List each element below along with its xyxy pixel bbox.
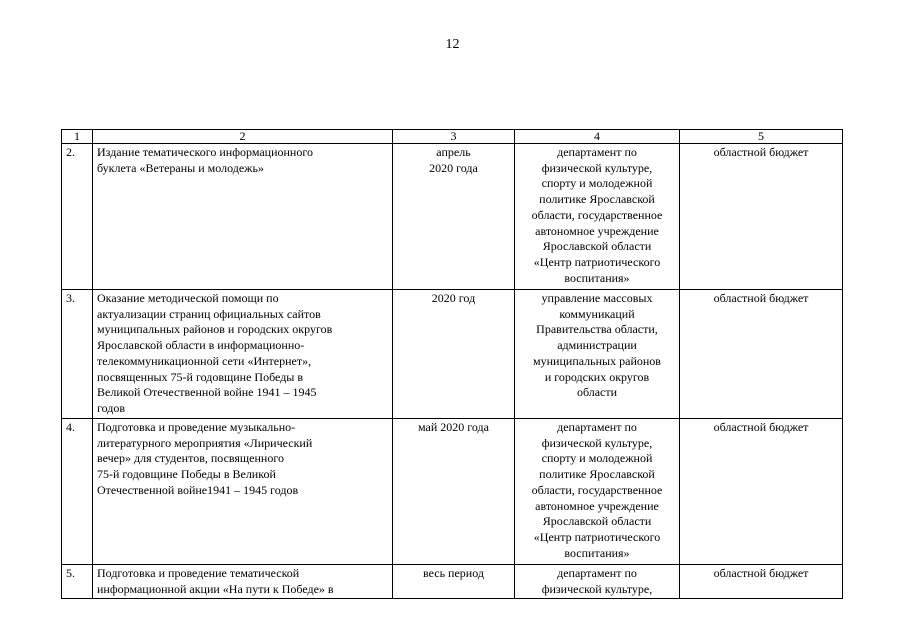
event-funding: областной бюджет [680, 419, 843, 565]
event-name: Издание тематического информационного буклета «Ветераны и молодежь» [93, 144, 393, 290]
table-row [62, 565, 843, 599]
event-name: Подготовка и проведение тематической информационной акции «На пути к Победе» в [93, 565, 393, 599]
column-header-4: 4 [515, 130, 680, 144]
event-funding: областной бюджет [680, 290, 843, 419]
page-number: 12 [445, 37, 460, 52]
row-number: 3. [62, 290, 93, 419]
event-term: весь период [393, 565, 515, 599]
event-name: Подготовка и проведение музыкально- литературного мероприятия «Лирический вечер» для студентов, посвященного 75-й годовщине Победы в Великой Отечественной войне1941 – 1945 годов [93, 419, 393, 565]
row-number: 2. [62, 144, 93, 290]
event-executor: департамент по физической культуре, [515, 565, 680, 599]
event-term: апрель 2020 года [393, 144, 515, 290]
events-table [61, 129, 843, 599]
event-funding: областной бюджет [680, 144, 843, 290]
event-funding: областной бюджет [680, 565, 843, 599]
column-header-3: 3 [393, 130, 515, 144]
header-row [62, 130, 843, 144]
table-row [62, 419, 843, 565]
table-row [62, 290, 843, 419]
column-header-1: 1 [62, 130, 93, 144]
column-header-2: 2 [93, 130, 393, 144]
row-number: 4. [62, 419, 93, 565]
event-term: май 2020 года [393, 419, 515, 565]
event-executor: департамент по физической культуре, спорту и молодежной политике Ярославской области, государственное автономное учреждение Ярославской области «Центр патриотического воспитания» [515, 144, 680, 290]
table-row [62, 144, 843, 290]
row-number: 5. [62, 565, 93, 599]
event-executor: управление массовых коммуникаций Правительства области, администрации муниципальных районов и городских округов области [515, 290, 680, 419]
event-term: 2020 год [393, 290, 515, 419]
column-header-5: 5 [680, 130, 843, 144]
event-executor: департамент по физической культуре, спорту и молодежной политике Ярославской области, государственное автономное учреждение Ярославской области «Центр патриотического воспитания» [515, 419, 680, 565]
event-name: Оказание методической помощи по актуализации страниц официальных сайтов муниципальных районов и городских округов Ярославской области в информационно- телекоммуникационной сети «Интернет», посвященных 75-й годовщине Победы в Великой Отечественной войне 1941 – 1945 годов [93, 290, 393, 419]
